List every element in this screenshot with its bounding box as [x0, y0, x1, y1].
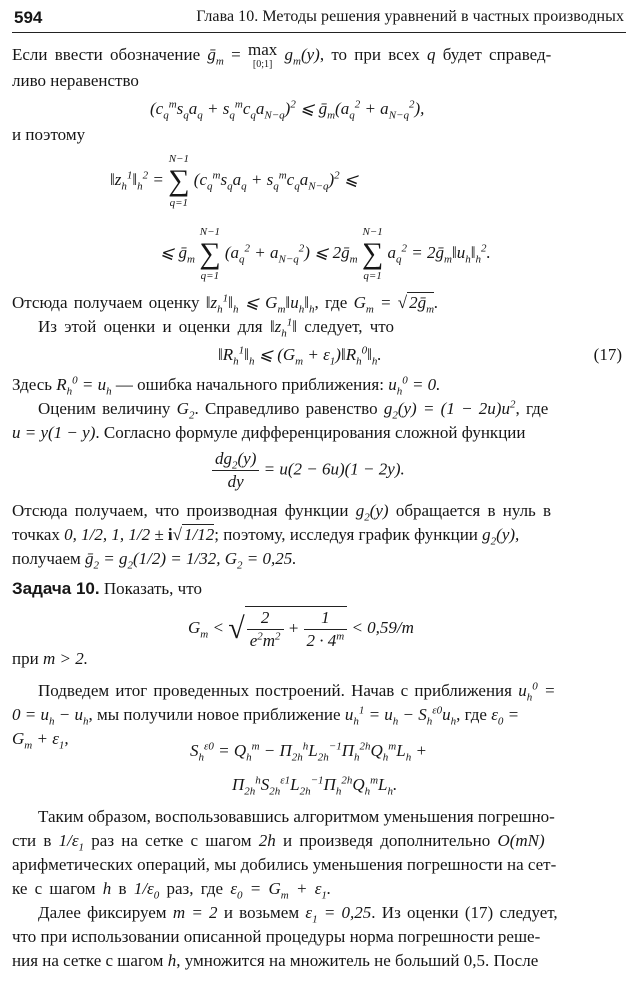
formula: m = 2: [172, 903, 218, 922]
text-line: [12, 548, 297, 570]
formula: $g_2(y)$,: [482, 525, 520, 548]
text: ке с шагом: [12, 879, 96, 898]
text-line: [12, 950, 538, 972]
text: и поэтому: [12, 125, 86, 144]
formula: m > 2.: [42, 649, 88, 668]
fraction: $\frac{dg_2(y)}{dy}$: [212, 448, 259, 493]
text: раз, где: [166, 879, 224, 898]
formula: $\varepsilon_0$ =: [491, 705, 520, 728]
text: Подведем итог проведенных построений. Начав с приближения: [38, 681, 512, 700]
text-line: [12, 578, 202, 600]
text-line: [12, 374, 440, 396]
formula: h: [102, 879, 112, 898]
formula: O(mN): [497, 831, 545, 850]
formula: $u_h^0$ =: [518, 680, 556, 704]
text: получаем: [12, 549, 81, 568]
text: раз на сетке с шагом: [91, 831, 252, 850]
display-formula: $S_h^{\varepsilon 0} = Q_h^m - \Pi_{2h}^hL_{2h}^{-1}\Pi_h^{2h}Q_h^mL_h$ +: [190, 740, 427, 764]
text: Отсюда получаем, что производная функции: [12, 501, 349, 520]
formula: max [0;1]: [247, 40, 278, 70]
formula: 2h: [258, 831, 276, 850]
formula: ḡ$_m$: [207, 45, 224, 68]
text: следует, что: [304, 317, 394, 336]
text: . Согласно формуле дифференцирования сложной функции: [95, 423, 526, 442]
text: . Справедливо равенство: [194, 399, 378, 418]
formula: $\varepsilon_1 = 0,25$: [305, 903, 372, 926]
text-line: [12, 292, 438, 314]
text: Далее фиксируем: [38, 903, 167, 922]
text: что при использовании описанной процедуры норма погрешности реше-: [12, 927, 541, 946]
text: ливо неравенство: [12, 71, 139, 90]
text: сти в: [12, 831, 52, 850]
formula: ḡ$_2$ = $g_2(1/2) = 1/32$, $G_2 = 0,25$.: [85, 549, 297, 572]
text-line: [38, 902, 558, 924]
text-line: [12, 830, 545, 852]
sqrt: $\frac{2}{e^2m^2}$ + $\frac{1}{2 \cdot 4^m}$: [245, 606, 348, 652]
text-line: [38, 316, 394, 338]
text-line: [38, 806, 555, 828]
formula: $‖z_h^1‖$: [269, 316, 298, 340]
formula: $R_h^0 = u_h$: [56, 374, 112, 398]
text-line: [12, 500, 551, 522]
formula: $g_2(y) = (1 - 2u)u^2$: [383, 398, 516, 422]
formula: $1/\varepsilon_1$: [58, 831, 85, 854]
display-formula: $‖z_h^1‖_h^2$ = N−1 ∑ q=1 $(c_q^ms_qa_q + s_q^mc_qa_{N-q})^2$ ⩽: [110, 153, 359, 209]
text-line: [12, 524, 519, 546]
display-formula: $G_m$ < √ $\frac{2}{e^2m^2}$ + $\frac{1}{2 \cdot 4^m}$ < 0,59/m: [188, 608, 414, 650]
text-line: [12, 648, 88, 670]
text: Оценим величину: [38, 399, 171, 418]
text-line: [12, 854, 556, 876]
sum-symbol: N−1 ∑ q=1: [199, 226, 221, 282]
text-line: [12, 124, 85, 146]
formula: $u_h^0 = 0$.: [388, 374, 441, 398]
text-line: ке с шагом h в $1/\varepsilon_0$ раз, где $\varepsilon_0 = G_m + \varepsilon_1$.: [12, 879, 332, 902]
display-formula: $(c_q^ms_qa_q + s_q^mc_qa_{N-q})^2$ ⩽ $ḡ_m(a_q^2 + a_{N-q}^2)$,: [150, 98, 425, 122]
formula: $1/\varepsilon_0$: [133, 879, 160, 902]
text: Показать, что: [103, 579, 202, 598]
formula: 0, 1/2, 1, 1/2 ± i√ 1/12: [64, 525, 215, 544]
formula: $\varepsilon_0 = G_m + \varepsilon_1$.: [230, 879, 332, 902]
text: , то при всех: [319, 45, 420, 64]
text-line: [38, 680, 555, 702]
display-formula: $‖R_h^1‖_h$ ⩽ ($G_m$ + $\varepsilon_1)‖R_h^0‖_h$.: [218, 344, 382, 368]
formula: $0 = u_h - u_h$: [12, 705, 89, 728]
text-line: [12, 70, 139, 92]
running-title: Глава 10. Методы решения уравнений в частных производных: [196, 8, 624, 25]
text: Отсюда получаем оценку: [12, 293, 200, 312]
formula: u = y(1 − y): [12, 423, 96, 442]
text: и возьмем: [223, 903, 300, 922]
text: и произведя дополнительно: [282, 831, 491, 850]
formula: h: [167, 951, 177, 970]
formula: $‖z_h^1‖_h$ ⩽ $G_m‖u_h‖_h$: [205, 292, 315, 316]
text: Таким образом, воспользовавшись алгоритмом уменьшения погрешно-: [38, 807, 555, 826]
text-line: [38, 398, 548, 420]
formula: $G_m$ = √ 2ḡ$_m$.: [353, 293, 439, 316]
text: Из этой оценки и оценки для: [38, 317, 263, 336]
page-header: [12, 6, 626, 33]
display-formula: $\frac{dg_2(y)}{dy}$ = u(2 − 6u)(1 − 2y).: [212, 448, 405, 493]
text: ния на сетке с шагом: [12, 951, 164, 970]
sum-symbol: N−1 ∑ q=1: [361, 226, 384, 282]
text-line: Если ввести обозначение ḡ$_m$ = max [0;1] $g_m(y)$, то при всех q будет справед-: [12, 40, 552, 70]
formula: q: [426, 45, 436, 64]
formula: $g_2(y)$: [355, 501, 389, 524]
text: , мы получили новое приближение: [88, 705, 341, 724]
text: точках: [12, 525, 60, 544]
equation-number: (17): [593, 345, 622, 364]
text: — ошибка начального приближения:: [115, 375, 384, 394]
text: , где: [515, 399, 549, 418]
formula-line: $G_m + \varepsilon_1$,: [12, 729, 69, 752]
formula: $g_m(y)$: [284, 45, 320, 68]
text: , умножится на множитель не больший 0,5. После: [176, 951, 539, 970]
formula: $u_h^1 = u_h - S_h^{\varepsilon 0}u_h$: [344, 704, 457, 728]
task-label: Задача 10.: [12, 579, 100, 598]
formula: $G_2$: [176, 399, 195, 422]
sum-symbol: N−1 ∑ q=1: [168, 153, 190, 209]
text: арифметических операций, мы добились уменьшения погрешности на сет-: [12, 855, 557, 874]
text: при: [12, 649, 39, 668]
page-number: 594: [14, 8, 43, 27]
text: обращается в нуль в: [395, 501, 552, 520]
display-formula: $\Pi_{2h}^hS_{2h}^{\varepsilon 1}L_{2h}^{-1}\Pi_h^{2h}Q_h^mL_h$.: [232, 774, 398, 798]
text: Здесь: [12, 375, 53, 394]
text-line: [12, 704, 519, 726]
text: , где: [456, 705, 487, 724]
text: ; поэтому, исследуя график функции: [214, 525, 478, 544]
text-line: [12, 926, 540, 948]
text: , где: [314, 293, 348, 312]
text: . Из оценки (17) следует,: [371, 903, 558, 922]
text: будет справед-: [442, 45, 552, 64]
text: Если ввести обозначение: [12, 45, 201, 64]
display-formula: ⩽ ḡ$_m$ N−1 ∑ q=1 $(a_q^2 + a_{N-q}^2)$ ⩽ 2ḡ$_m$ N−1 ∑ q=1 $a_q^2$ = $2ḡ_m‖u_h‖_h^2$.: [160, 226, 491, 282]
text-line: [12, 422, 526, 444]
